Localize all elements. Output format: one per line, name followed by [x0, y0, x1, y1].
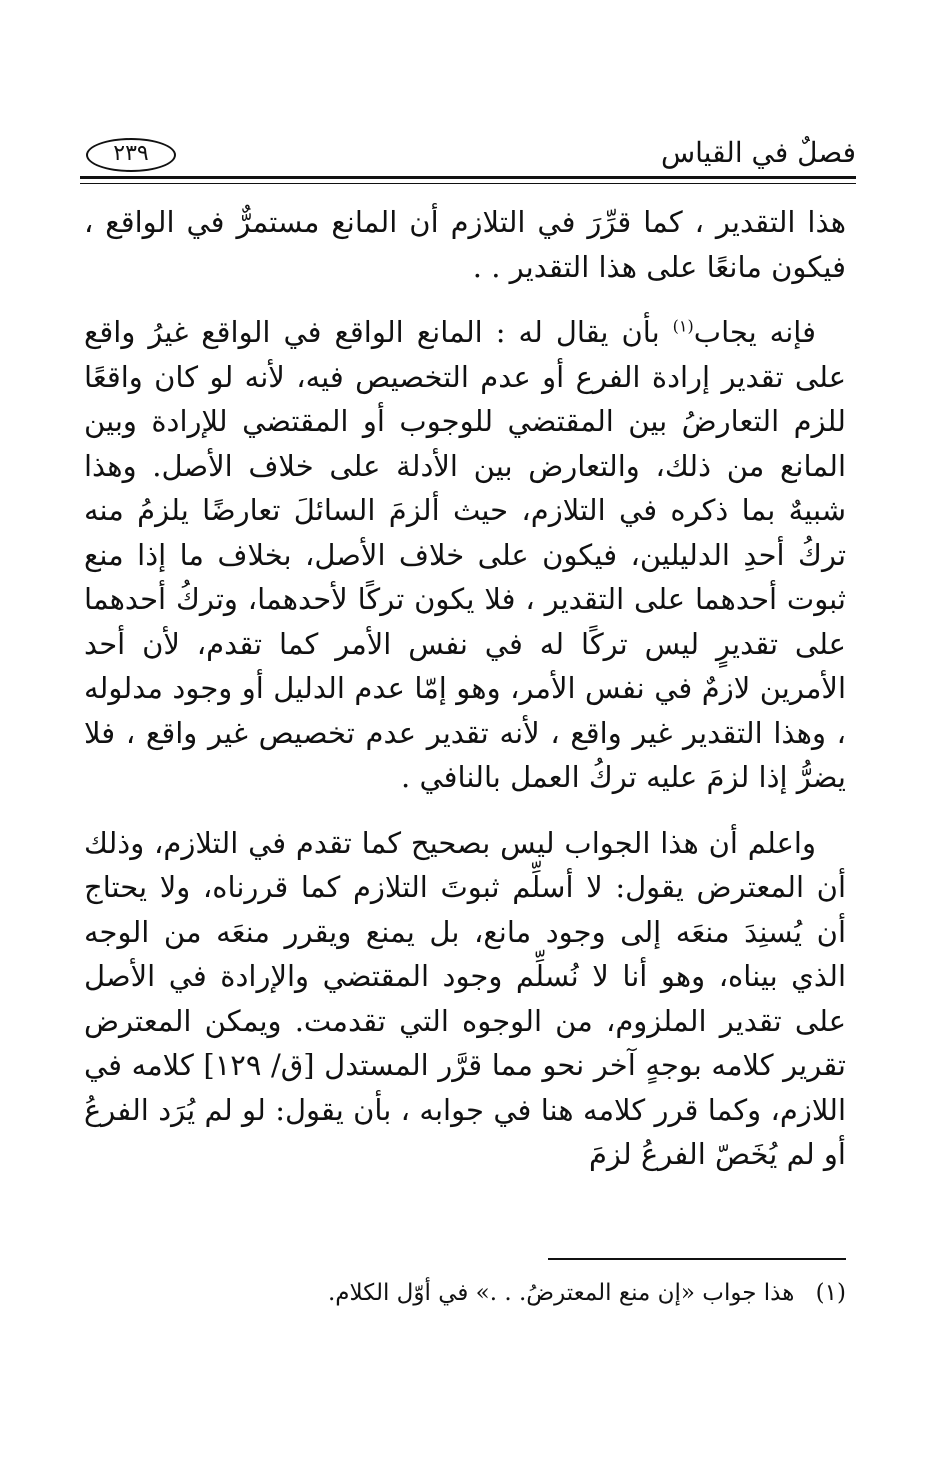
footnote-separator [548, 1258, 846, 1260]
footnote [86, 1280, 846, 1306]
text-line: ذلك، والتعارض بين الأدلة على خلاف الأصل. وهذا شبيهٌ بما ذكره [84, 448, 847, 527]
text-line: التعارضُ بين المقتضي للوجوب أو المقتضي للإرادة وبين المانع من [84, 404, 846, 483]
header-rule-thin [80, 183, 856, 184]
text-line: تقدير إرادة الفرع أو عدم التخصيص فيه، لأنه لو كان واقعًا للزم [84, 359, 846, 438]
header-rule [80, 176, 856, 179]
text-line: مانعًا على هذا التقدير . . [472, 249, 762, 284]
text-line: يُسنِدَ منعَه إلى وجود مانع، بل يمنع ويقرر منعَه من الوجه الذي بيناه، [84, 914, 847, 993]
text-line: أن المعترض يقول: لا أسلِّم ثبوتَ التلازم كما قررناه، ولا يحتاج أن [84, 870, 846, 949]
text-line: واعلم أن هذا الجواب ليس بصحيح كما تقدم في التلازم، وذلك [84, 825, 816, 860]
paragraph-1 [84, 200, 846, 289]
text-line: التقدير ، فلا يكون تركًا لأحدهما، وتركُ أحدهما على تقديرٍ ليس تركًا [84, 582, 846, 661]
text-line: عدم تخصيص غير واقع ، فلا يضرُّ إذا لزمَ عليه تركُ العمل بالنافي . [84, 715, 846, 794]
text-line: فيكون على خلاف الأصل، بخلاف ما إذا منع ثبوت أحدهما على [84, 537, 847, 616]
text-line: له في نفس الأمر كما تقدم، لأن أحد الأمرين لازمٌ في نفس الأمر، [84, 626, 846, 705]
text-line: في التلازم، حيث ألزمَ السائلَ تعارضًا يلزمُ منه تركُ أحدِ الدليلين، [84, 493, 847, 572]
text-line: وهو إمّا عدم الدليل أو وجود مدلوله ، وهذا التقدير غير واقع ، لأنه تقدير [84, 671, 847, 750]
text-line: هذا التقدير ، كما قرِّرَ في التلازم أن المانع مستمرٌّ في الواقع ، فيكون [84, 205, 846, 284]
running-title: فصلٌ في القياس [660, 136, 856, 169]
text-line: كلامه هنا في جوابه ، بأن يقول: لو لم يُرَد الفرعُ أو لم يُخَصّ الفرعُ لزمَ [84, 1092, 846, 1171]
text-line: فإنه يجاب [693, 315, 816, 349]
page-number-badge: ٢٣٩ [86, 138, 176, 172]
page-header [80, 128, 856, 174]
text-line: بأن يقال له : المانع الواقع في الواقع غيرُ واقع على [84, 315, 846, 394]
footnote-text: هذا جواب «إن منع المعترضُ. . .» في أوّل الكلام. [327, 1280, 795, 1306]
paragraph-2 [84, 310, 846, 800]
text-line: وهو أنا لا نُسلِّم وجود المقتضي والإرادة في الأصل على تقدير [84, 959, 846, 1038]
text-line: الملزوم، من الوجوه التي تقدمت. ويمكن المعترض تقرير كلامه [84, 1003, 846, 1082]
text-line: بوجهٍ آخر نحو مما قرَّر المستدل [ق/ ١٢٩] كلامه في اللازم، وكما قرر [84, 1048, 847, 1127]
footnote-reference: (١) [672, 316, 694, 336]
body-text [84, 200, 846, 1177]
footnote-number: (١) [815, 1280, 846, 1306]
paragraph-3 [84, 821, 846, 1177]
